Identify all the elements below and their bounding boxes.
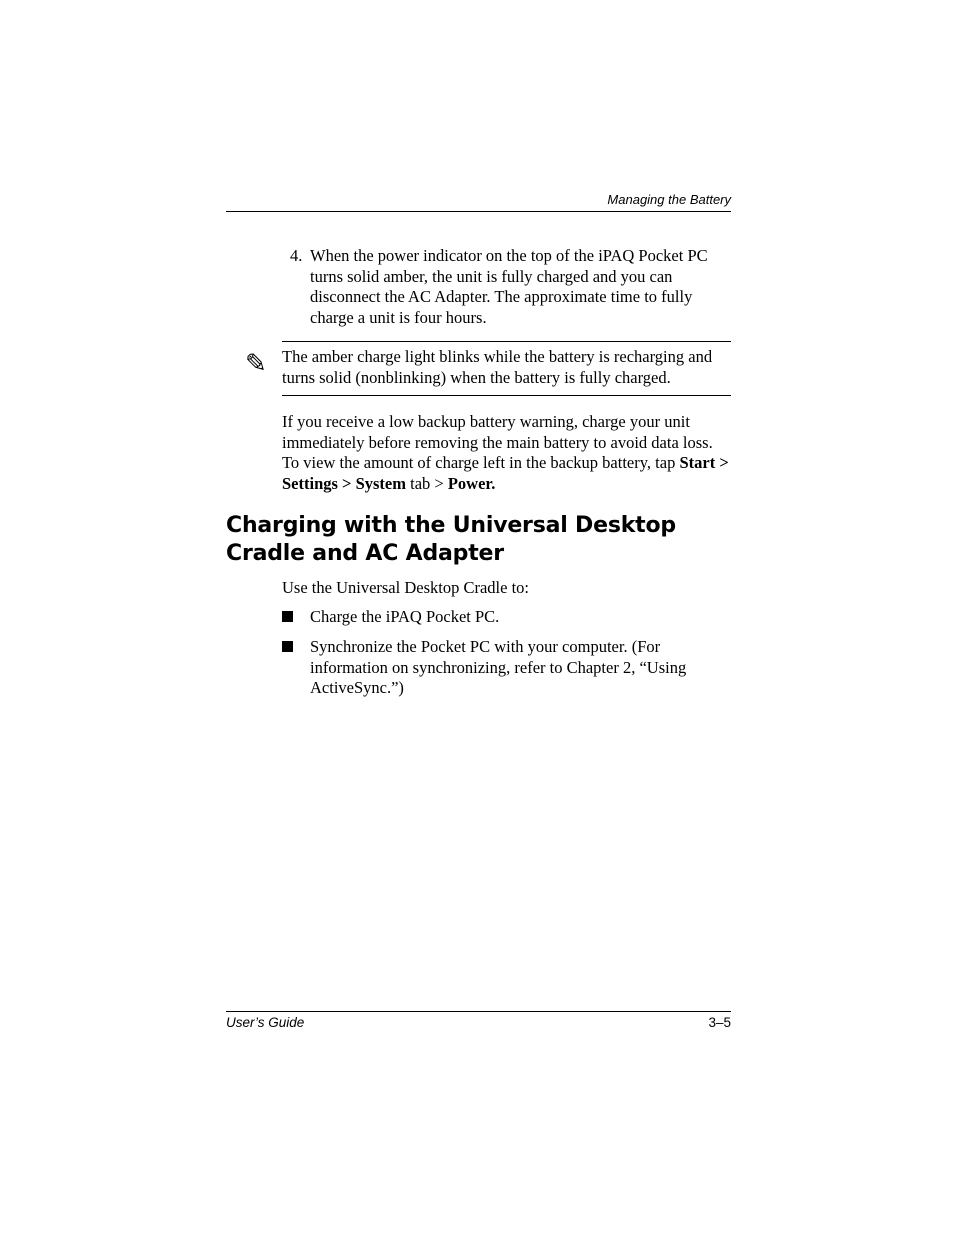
page-number: 3–5 — [708, 1015, 731, 1030]
running-header: Managing the Battery — [607, 192, 731, 207]
list-item-text: Synchronize the Pocket PC with your computer. (For information on synchronizing, refer to Chapter 2, “Using ActiveSync.”) — [310, 637, 687, 697]
menu-start: Start — [679, 453, 716, 472]
pencil-note-icon: ✎ — [245, 349, 267, 379]
square-bullet-icon — [282, 611, 293, 622]
step-number: 4. — [290, 246, 303, 265]
section-heading: Charging with the Universal Desktop Cradle and AC Adapter — [226, 513, 676, 566]
menu-sep-1: > — [715, 453, 729, 472]
note-rule-top — [282, 341, 731, 342]
step-item — [290, 246, 730, 328]
backup-battery-paragraph — [282, 412, 732, 494]
list-item — [282, 637, 732, 699]
menu-tab-text: tab > — [406, 473, 448, 493]
header-rule — [226, 211, 731, 212]
note-rule-bottom — [282, 395, 731, 396]
footer-rule — [226, 1011, 731, 1012]
menu-system: System — [355, 473, 406, 493]
note-text: The amber charge light blinks while the battery is recharging and turns solid (nonblinking) when the battery is fully charged. — [282, 347, 713, 387]
menu-power: Power. — [447, 473, 496, 493]
step-text: When the power indicator on the top of the iPAQ Pocket PC turns solid amber, the unit is fully charged and you can disconnect the AC Adapter. The approximate time to fully charge a unit is four hours. — [310, 246, 708, 327]
backup-text: If you receive a low backup battery warning, charge your unit immediately before removing the main battery to avoid data loss. To view the amount of charge left in the backup battery, tap — [282, 412, 713, 472]
list-item — [282, 607, 732, 628]
menu-settings: Settings — [282, 473, 338, 493]
list-item-text: Charge the iPAQ Pocket PC. — [310, 607, 500, 626]
footer-guide-title: User’s Guide — [226, 1015, 305, 1030]
square-bullet-icon — [282, 641, 293, 652]
section-intro: Use the Universal Desktop Cradle to: — [282, 578, 529, 597]
menu-sep-2: > — [337, 473, 356, 493]
